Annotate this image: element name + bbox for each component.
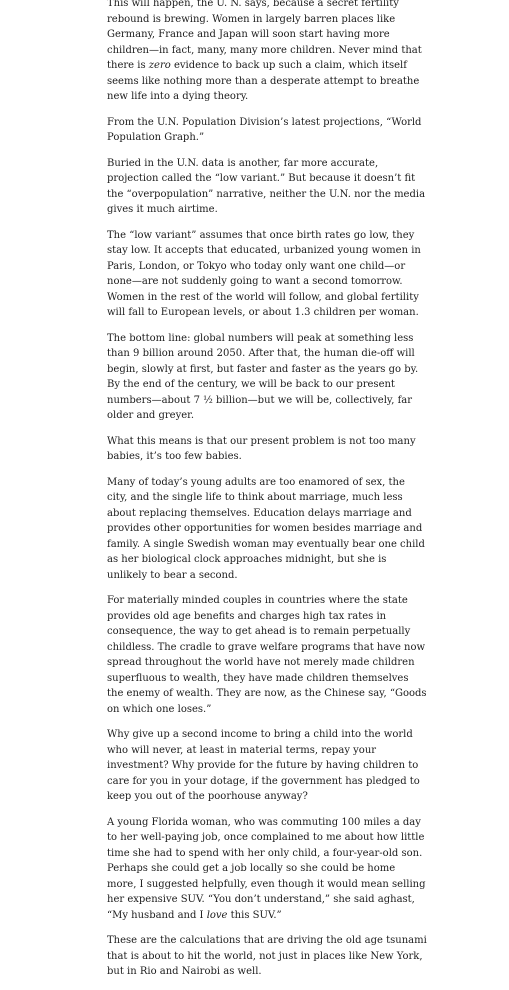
paragraph-welfare-state [107, 593, 427, 717]
text-run: From the U.N. Population Division’s latest projections, “World Population Graph.” [107, 116, 422, 143]
paragraph-un-projections [107, 115, 427, 146]
paragraph-too-few-babies [107, 434, 427, 465]
text-run: Many of today’s young adults are too enamored of sex, the city, and the single life to think about marriage, much less about replacing themselves. Education delays marriage and provides other opportunities for women besides marriage and family. A single Swedish woman may eventually bear one child as her biological clock approaches midnight, but she is unlikely to bear a second. [107, 476, 425, 581]
paragraph-low-variant-assumptions [107, 228, 427, 321]
text-run: Why give up a second income to bring a child into the world who will never, at least in material terms, repay your investment? Why provide for the future by having children to care for you in your dotage, if the government has pledged to keep you out of the poorhouse anyway? [107, 729, 420, 802]
text-run: this SUV.” [227, 909, 282, 921]
text-run: This will happen, the U. N. says, because a secret fertility rebound is brewing. Women in largely barren places like Germany, France and Japan will soon start having more children—in fact, many, many more children. Never mind that there is [107, 0, 422, 71]
paragraph-low-variant-buried [107, 156, 427, 218]
text-run: A young Florida woman, who was commuting 100 miles a day to her well-paying job, once complained to me about how little time she had to spend with her only child, a four-year-old son. Perhaps she could get a job locally so she could be home more, I suggested helpfully, even though it would mean selling her expensive SUV. “You don’t understand,” she said aghast, “My husband and I [107, 816, 426, 921]
text-run: The “low variant” assumes that once birth rates go low, they stay low. It accepts that educated, urbanized young women in Paris, London, or Tokyo who today only want one child—or none—are not suddenly going to want a second tomorrow. Women in the rest of the world will follow, and global fertility will fall to European levels, or about 1.3 children per woman. [107, 229, 421, 318]
paragraph-bottom-line [107, 331, 427, 424]
paragraph-second-income [107, 727, 427, 805]
document-body [107, 0, 427, 990]
paragraph-fertility-rebound [107, 0, 427, 105]
text-run-italic: zero [148, 60, 171, 71]
text-run: The bottom line: global numbers will peak at something less than 9 billion around 2050. After that, the human die-off will begin, slowly at first, but faster and faster as the years go by. By the end of the century, we will be back to our present numbers—about 7 ½ billion—but we will be, collectively, far older and greyer. [107, 332, 419, 421]
text-run-italic: love [206, 909, 228, 921]
text-run: These are the calculations that are driving the old age tsunami that is about to hit the world, not just in places like New York, but in Rio and Nairobi as well. [107, 935, 427, 977]
paragraph-florida-woman [107, 815, 427, 924]
text-run: evidence to back up such a claim, which itself seems like nothing more than a desperate attempt to breathe new life into a dying theory. [107, 60, 420, 102]
text-run: Buried in the U.N. data is another, far more accurate, projection called the “low variant.” But because it doesn’t fit the “overpopulation” narrative, neither the U.N. nor the media gives it much airtime. [107, 157, 426, 215]
text-run: For materially minded couples in countries where the state provides old age benefits and charges high tax rates in consequence, the way to get ahead is to remain perpetually childless. The cradle to grave welfare programs that have now spread throughout the world have not merely made children superfluous to wealth, they have made children themselves the enemy of wealth. They are now, as the Chinese say, “Goods on which one loses.” [107, 595, 427, 715]
paragraph-old-age-tsunami [107, 933, 427, 980]
text-run: What this means is that our present problem is not too many babies, it’s too few babies. [107, 435, 416, 462]
paragraph-young-adults [107, 475, 427, 584]
